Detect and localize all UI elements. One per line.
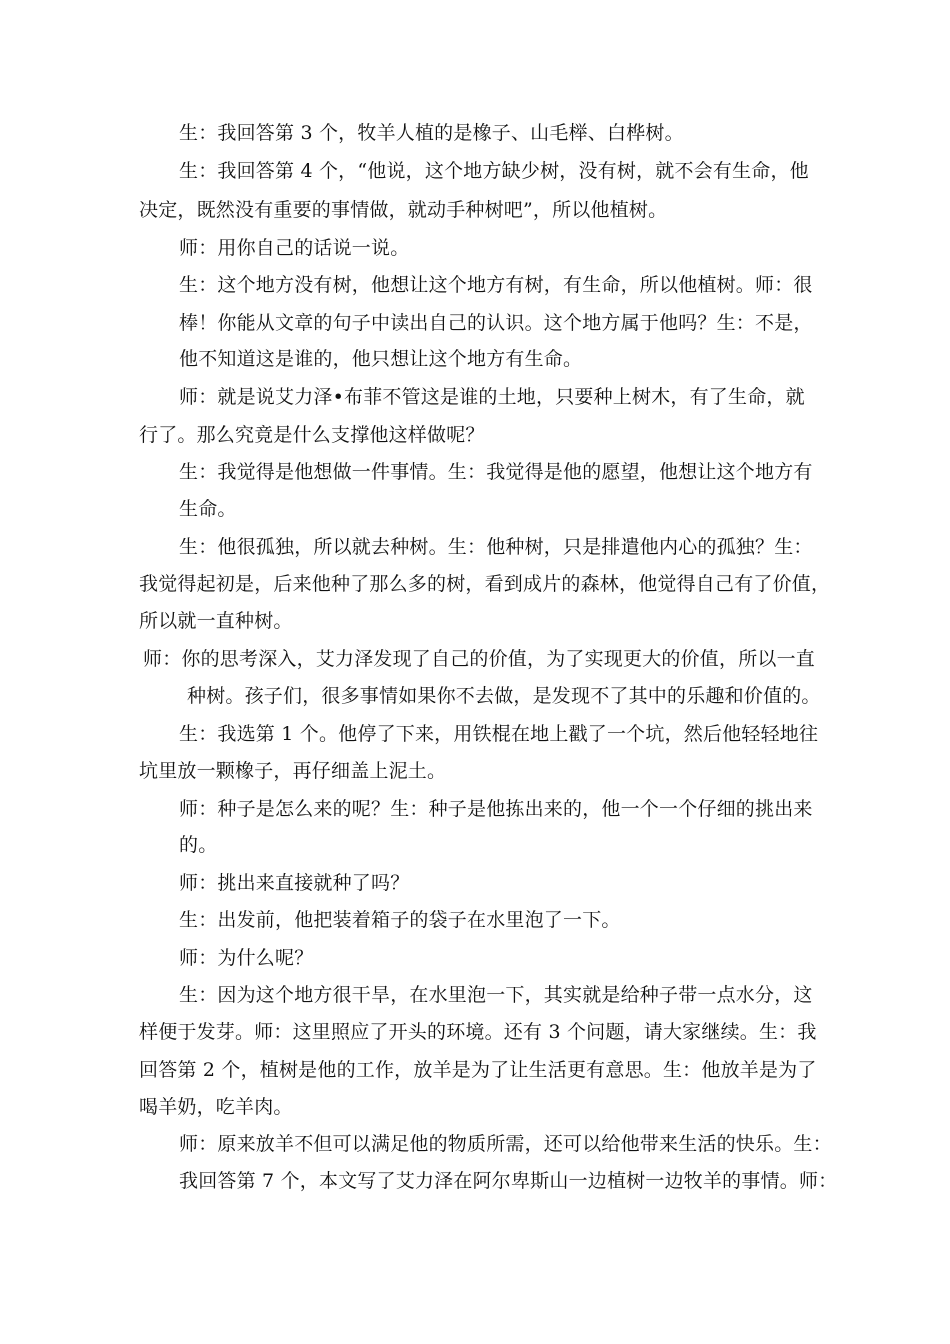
text-line: 师：种子是怎么来的呢？生：种子是他拣出来的，他一个一个仔细的挑出来 [179, 798, 813, 820]
text-line: 生：我选第 1 个。他停了下来，用铁棍在地上戳了一个坑，然后他轻轻地往 [179, 723, 819, 745]
text-line: 样便于发芽。师：这里照应了开头的环境。还有 3 个问题，请大家继续。生：我 [139, 1021, 817, 1043]
text-line: 生：我回答第 4 个，“他说，这个地方缺少树，没有树，就不会有生命，他 [179, 160, 809, 182]
text-line: 生：我觉得是他想做一件事情。生：我觉得是他的愿望，他想让这个地方有 [179, 461, 813, 483]
text-line: 种树。孩子们，很多事情如果你不去做，是发现不了其中的乐趣和价值的。 [187, 685, 821, 707]
text-line: 生：我回答第 3 个，牧羊人植的是橡子、山毛榉、白桦树。 [179, 122, 684, 144]
text-line: 我觉得起初是，后来他种了那么多的树，看到成片的森林，他觉得自己有了价值， [139, 573, 831, 595]
text-line: 行了。那么究竟是什么支撑他这样做呢？ [139, 424, 485, 446]
text-line: 我回答第 7 个，本文写了艾力泽在阿尔卑斯山一边植树一边牧羊的事情。师： [179, 1170, 838, 1192]
text-line: 坑里放一颗橡子，再仔细盖上泥土。 [139, 760, 447, 782]
text-line: 生：出发前，他把装着箱子的袋子在水里泡了一下。 [179, 909, 621, 931]
text-line: 他不知道这是谁的，他只想让这个地方有生命。 [179, 348, 583, 370]
text-line: 回答第 2 个，植树是他的工作，放羊是为了让生活更有意思。生：他放羊是为了 [139, 1059, 817, 1081]
text-line: 生：这个地方没有树，他想让这个地方有树，有生命，所以他植树。师：很 [179, 274, 813, 296]
text-line: 的。 [179, 834, 218, 856]
text-line: 所以就一直种树。 [139, 610, 293, 632]
text-line: 师：挑出来直接就种了吗？ [179, 872, 410, 894]
text-line: 决定，既然没有重要的事情做，就动手种树吧”，所以他植树。 [139, 199, 668, 221]
text-line: 棒！你能从文章的句子中读出自己的认识。这个地方属于他吗？生：不是， [179, 312, 813, 334]
text-line: 师：用你自己的话说一说。 [179, 237, 410, 259]
text-line: 师：你的思考深入，艾力泽发现了自己的价值，为了实现更大的价值，所以一直 [143, 648, 816, 670]
text-line: 师：为什么呢？ [179, 947, 314, 969]
text-line: 喝羊奶，吃羊肉。 [139, 1096, 293, 1118]
text-line: 生：因为这个地方很干旱，在水里泡一下，其实就是给种子带一点水分，这 [179, 984, 813, 1006]
text-line: 师：就是说艾力泽•布菲不管这是谁的土地，只要种上树木，有了生命，就 [179, 386, 805, 408]
text-line: 生：他很孤独，所以就去种树。生：他种树，只是排遣他内心的孤独？生： [179, 536, 813, 558]
text-line: 生命。 [179, 498, 237, 520]
text-line: 师：原来放羊不但可以满足他的物质所需，还可以给他带来生活的快乐。生： [179, 1133, 832, 1155]
